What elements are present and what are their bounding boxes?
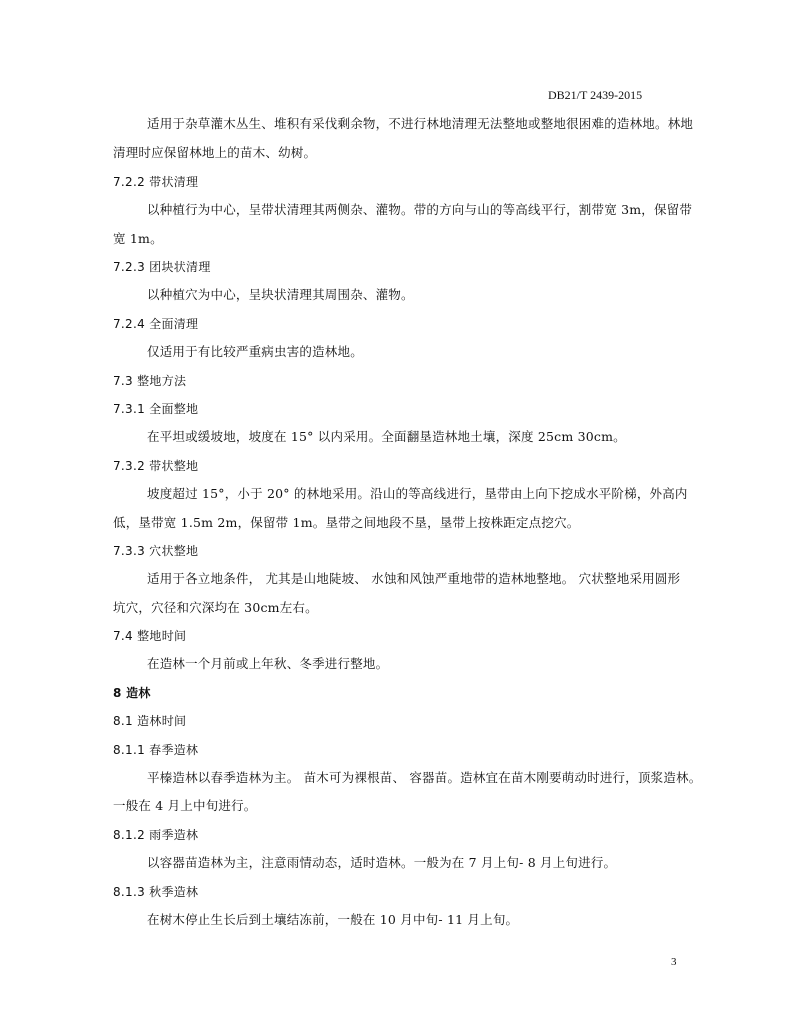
section-heading: 8.1.3 秋季造林	[113, 885, 199, 899]
section-heading: 8.1 造林时间	[113, 714, 187, 728]
paragraph-line: 以容器苗造林为主，注意雨情动态，适时造林。一般为在 7 月上旬- 8 月上旬进行。	[147, 855, 617, 870]
paragraph-line: 一般在 4 月上中旬进行。	[113, 798, 257, 813]
paragraph-line: 适用于各立地条件， 尤其是山地陡坡、 水蚀和风蚀严重地带的造林地整地。 穴状整地采用圆形	[147, 571, 681, 586]
section-heading: 7.3.1 全面整地	[113, 402, 199, 416]
paragraph-line: 在造林一个月前或上年秋、冬季进行整地。	[147, 656, 389, 671]
page-number: 3	[671, 956, 677, 968]
paragraph-line: 在平坦或缓坡地，坡度在 15° 以内采用。全面翻垦造林地土壤，深度 25cm 30cm。	[147, 429, 626, 444]
section-heading: 7.4 整地时间	[113, 629, 187, 643]
document-code: DB21/T 2439-2015	[548, 88, 643, 102]
section-heading: 7.3.2 带状整地	[113, 459, 199, 473]
section-heading: 7.2.4 全面清理	[113, 317, 199, 331]
section-heading: 7.3.3 穴状整地	[113, 544, 199, 558]
section-heading: 7.2.2 带状清理	[113, 175, 199, 189]
paragraph-line: 仅适用于有比较严重病虫害的造林地。	[147, 344, 363, 359]
chapter-heading: 8 造林	[113, 686, 151, 700]
paragraph-line: 平榛造林以春季造林为主。 苗木可为裸根苗、 容器苗。造林宜在苗木刚要萌动时进行，顶浆造林。	[147, 770, 702, 785]
paragraph-line: 坑穴，穴径和穴深均在 30cm左右。	[113, 600, 318, 615]
paragraph-line: 清理时应保留林地上的苗木、幼树。	[113, 145, 317, 160]
section-heading: 8.1.2 雨季造林	[113, 828, 199, 842]
paragraph-line: 坡度超过 15°，小于 20° 的林地采用。沿山的等高线进行，垦带由上向下挖成水平阶梯，外高内	[147, 486, 688, 501]
section-heading: 8.1.1 春季造林	[113, 743, 199, 757]
section-heading: 7.2.3 团块状清理	[113, 260, 211, 274]
paragraph-line: 以种植穴为中心，呈块状清理其周围杂、灌物。	[147, 287, 414, 302]
paragraph-line: 宽 1m。	[113, 231, 163, 246]
paragraph-line: 低，垦带宽 1.5m 2m，保留带 1m。垦带之间地段不垦，垦带上按株距定点挖穴。	[113, 515, 580, 530]
section-heading: 7.3 整地方法	[113, 374, 187, 388]
paragraph-line: 以种植行为中心，呈带状清理其两侧杂、灌物。带的方向与山的等高线平行，割带宽 3m，保留带	[147, 202, 693, 217]
paragraph-line: 适用于杂草灌木丛生、堆积有采伐剩余物，不进行林地清理无法整地或整地很困难的造林地。林地	[147, 116, 694, 131]
paragraph-line: 在树木停止生长后到土壤结冻前，一般在 10 月中旬- 11 月上旬。	[147, 912, 519, 927]
